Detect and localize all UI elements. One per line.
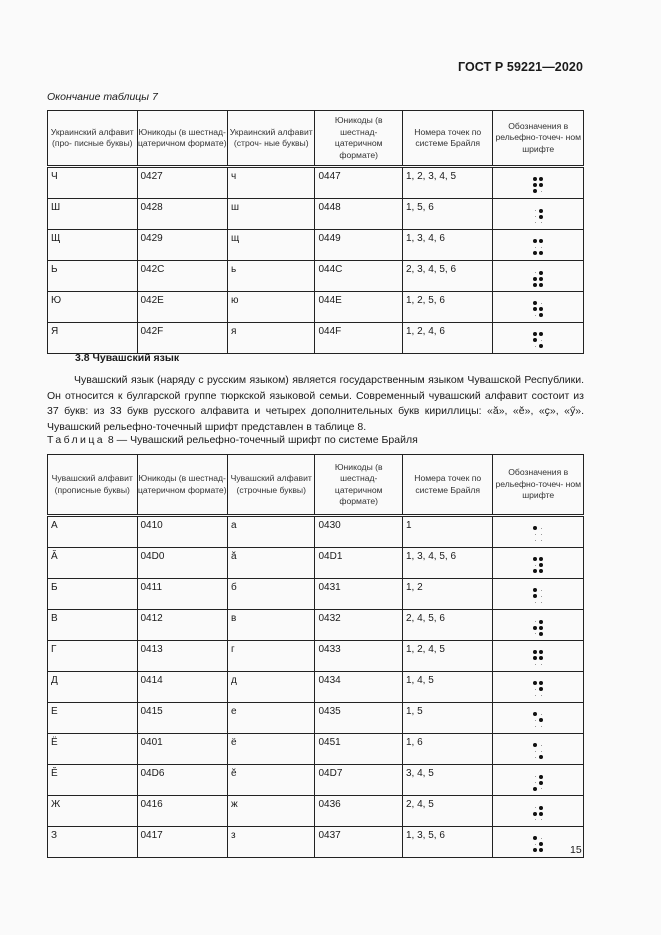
uppercase-unicode: 042C xyxy=(137,261,228,292)
braille-dot-1-icon xyxy=(533,805,538,810)
braille-cell-icon xyxy=(533,332,544,349)
document-standard-number: ГОСТ Р 59221—2020 xyxy=(457,60,583,74)
braille-dot-1-icon xyxy=(533,774,538,779)
uppercase-letter: Ь xyxy=(48,261,138,292)
braille-dot-4-icon xyxy=(539,712,544,717)
table-8-chuvash-braille xyxy=(47,454,584,858)
table-row xyxy=(48,261,584,292)
braille-dot-1-icon xyxy=(533,557,538,562)
braille-symbol xyxy=(493,292,584,323)
braille-symbol xyxy=(493,703,584,734)
braille-dot-1-icon xyxy=(533,332,538,337)
braille-dot-6-icon xyxy=(539,251,544,256)
uppercase-unicode: 0429 xyxy=(137,230,228,261)
braille-cell-icon xyxy=(533,805,544,822)
braille-symbol xyxy=(493,579,584,610)
braille-dot-6-icon xyxy=(539,631,544,636)
braille-cell-icon xyxy=(533,301,544,318)
braille-dot-1-icon xyxy=(533,239,538,244)
braille-dot-3-icon xyxy=(533,600,538,605)
lowercase-letter: г xyxy=(228,641,315,672)
braille-dot-2-icon xyxy=(533,532,538,537)
table-row xyxy=(48,548,584,579)
braille-cell-icon xyxy=(533,208,544,225)
uppercase-unicode: 0417 xyxy=(137,827,228,858)
table-row xyxy=(48,827,584,858)
lowercase-unicode: 0432 xyxy=(315,610,402,641)
uppercase-unicode: 0416 xyxy=(137,796,228,827)
braille-symbol xyxy=(493,796,584,827)
braille-dot-5-icon xyxy=(539,214,544,219)
lowercase-letter: а xyxy=(228,516,315,548)
lowercase-unicode: 0430 xyxy=(315,516,402,548)
braille-dot-6-icon xyxy=(539,313,544,318)
braille-dot-3-icon xyxy=(533,313,538,318)
table-row xyxy=(48,230,584,261)
uppercase-letter: Е xyxy=(48,703,138,734)
braille-dot-6-icon xyxy=(539,282,544,287)
braille-dot-2-icon xyxy=(533,842,538,847)
lowercase-letter: в xyxy=(228,610,315,641)
braille-cell-icon xyxy=(533,681,544,698)
table-header-row xyxy=(48,455,584,516)
table-row xyxy=(48,796,584,827)
uppercase-letter: Г xyxy=(48,641,138,672)
braille-cell-icon xyxy=(533,177,544,194)
uppercase-unicode: 0401 xyxy=(137,734,228,765)
uppercase-letter: Щ xyxy=(48,230,138,261)
braille-dot-4-icon xyxy=(539,526,544,531)
braille-dot-2-icon xyxy=(533,749,538,754)
braille-dot-5-icon xyxy=(539,338,544,343)
uppercase-unicode: 0412 xyxy=(137,610,228,641)
braille-dot-6-icon xyxy=(539,662,544,667)
column-header-lowercase-unicode: Юникоды (в шестнад- цатеричном формате) xyxy=(315,455,402,516)
lowercase-unicode: 0433 xyxy=(315,641,402,672)
braille-dot-4-icon xyxy=(539,557,544,562)
uppercase-unicode: 04D0 xyxy=(137,548,228,579)
braille-dot-numbers: 1, 5, 6 xyxy=(402,199,493,230)
braille-symbol xyxy=(493,167,584,199)
section-heading: 3.8 Чувашский язык xyxy=(75,352,180,364)
braille-dot-2-icon xyxy=(533,338,538,343)
braille-dot-3-icon xyxy=(533,569,538,574)
braille-cell-icon xyxy=(533,774,544,791)
table-row xyxy=(48,167,584,199)
braille-dot-numbers: 1, 3, 4, 6 xyxy=(402,230,493,261)
column-header-lowercase: Чувашский алфавит (строчные буквы) xyxy=(228,455,315,516)
braille-dot-1-icon xyxy=(533,177,538,182)
braille-dot-3-icon xyxy=(533,848,538,853)
uppercase-letter: Ӗ xyxy=(48,765,138,796)
uppercase-letter: А xyxy=(48,516,138,548)
table-7-ukrainian-braille xyxy=(47,110,584,354)
braille-cell-icon xyxy=(533,526,544,543)
braille-dot-5-icon xyxy=(539,276,544,281)
braille-dot-numbers: 1, 6 xyxy=(402,734,493,765)
braille-dot-numbers: 1, 2, 3, 4, 5 xyxy=(402,167,493,199)
braille-dot-4-icon xyxy=(539,332,544,337)
braille-dot-1-icon xyxy=(533,588,538,593)
braille-dot-3-icon xyxy=(533,251,538,256)
uppercase-unicode: 0411 xyxy=(137,579,228,610)
braille-dot-4-icon xyxy=(539,208,544,213)
uppercase-unicode: 0428 xyxy=(137,199,228,230)
braille-symbol xyxy=(493,323,584,354)
braille-symbol xyxy=(493,261,584,292)
braille-dot-1-icon xyxy=(533,301,538,306)
braille-dot-2-icon xyxy=(533,656,538,661)
lowercase-unicode: 0451 xyxy=(315,734,402,765)
uppercase-letter: Я xyxy=(48,323,138,354)
braille-symbol xyxy=(493,199,584,230)
lowercase-unicode: 0434 xyxy=(315,672,402,703)
braille-dot-3-icon xyxy=(533,662,538,667)
braille-dot-numbers: 1, 2 xyxy=(402,579,493,610)
braille-dot-3-icon xyxy=(533,786,538,791)
braille-dot-4-icon xyxy=(539,650,544,655)
braille-dot-6-icon xyxy=(539,817,544,822)
braille-dot-5-icon xyxy=(539,749,544,754)
braille-dot-3-icon xyxy=(533,220,538,225)
column-header-lowercase: Украинский алфавит (строч- ные буквы) xyxy=(228,111,315,167)
uppercase-letter: Д xyxy=(48,672,138,703)
lowercase-unicode: 0436 xyxy=(315,796,402,827)
braille-dot-2-icon xyxy=(533,276,538,281)
braille-cell-icon xyxy=(533,557,544,574)
braille-dot-5-icon xyxy=(539,307,544,312)
braille-symbol xyxy=(493,734,584,765)
lowercase-unicode: 0448 xyxy=(315,199,402,230)
braille-dot-2-icon xyxy=(533,594,538,599)
table-row xyxy=(48,323,584,354)
braille-dot-2-icon xyxy=(533,811,538,816)
braille-dot-5-icon xyxy=(539,842,544,847)
lowercase-unicode: 044C xyxy=(315,261,402,292)
braille-dot-numbers: 1, 3, 5, 6 xyxy=(402,827,493,858)
table-row xyxy=(48,703,584,734)
braille-dot-6-icon xyxy=(539,189,544,194)
braille-dot-4-icon xyxy=(539,239,544,244)
table-row xyxy=(48,610,584,641)
lowercase-letter: ё xyxy=(228,734,315,765)
braille-dot-4-icon xyxy=(539,805,544,810)
lowercase-letter: д xyxy=(228,672,315,703)
table-row xyxy=(48,292,584,323)
lowercase-unicode: 04D7 xyxy=(315,765,402,796)
braille-dot-3-icon xyxy=(533,693,538,698)
braille-dot-5-icon xyxy=(539,563,544,568)
braille-dot-3-icon xyxy=(533,755,538,760)
braille-dot-5-icon xyxy=(539,245,544,250)
braille-cell-icon xyxy=(533,650,544,667)
braille-dot-2-icon xyxy=(533,183,538,188)
braille-dot-numbers: 1 xyxy=(402,516,493,548)
braille-dot-4-icon xyxy=(539,836,544,841)
table-8-caption xyxy=(47,434,418,446)
braille-dot-5-icon xyxy=(539,687,544,692)
braille-dot-3-icon xyxy=(533,631,538,636)
braille-dot-4-icon xyxy=(539,588,544,593)
braille-dot-numbers: 1, 4, 5 xyxy=(402,672,493,703)
braille-dot-4-icon xyxy=(539,743,544,748)
braille-dot-2-icon xyxy=(533,718,538,723)
uppercase-letter: З xyxy=(48,827,138,858)
braille-dot-5-icon xyxy=(539,594,544,599)
braille-dot-4-icon xyxy=(539,681,544,686)
braille-dot-2-icon xyxy=(533,687,538,692)
lowercase-unicode: 0449 xyxy=(315,230,402,261)
table-7-continuation-caption: Окончание таблицы 7 xyxy=(47,91,158,103)
braille-dot-6-icon xyxy=(539,786,544,791)
braille-cell-icon xyxy=(533,712,544,729)
braille-symbol xyxy=(493,765,584,796)
braille-dot-6-icon xyxy=(539,693,544,698)
lowercase-letter: е xyxy=(228,703,315,734)
uppercase-unicode: 0413 xyxy=(137,641,228,672)
lowercase-unicode: 0437 xyxy=(315,827,402,858)
lowercase-unicode: 044F xyxy=(315,323,402,354)
braille-dot-5-icon xyxy=(539,718,544,723)
uppercase-unicode: 0410 xyxy=(137,516,228,548)
uppercase-unicode: 0427 xyxy=(137,167,228,199)
braille-dot-numbers: 1, 2, 4, 6 xyxy=(402,323,493,354)
braille-symbol xyxy=(493,548,584,579)
braille-dot-numbers: 2, 4, 5, 6 xyxy=(402,610,493,641)
braille-dot-3-icon xyxy=(533,724,538,729)
braille-dot-5-icon xyxy=(539,811,544,816)
braille-dot-numbers: 1, 3, 4, 5, 6 xyxy=(402,548,493,579)
braille-dot-1-icon xyxy=(533,619,538,624)
braille-dot-6-icon xyxy=(539,220,544,225)
braille-dot-2-icon xyxy=(533,563,538,568)
uppercase-letter: Ӑ xyxy=(48,548,138,579)
column-header-lowercase-unicode: Юникоды (в шестнад- цатеричном формате) xyxy=(315,111,402,167)
table-row xyxy=(48,765,584,796)
braille-dot-1-icon xyxy=(533,681,538,686)
braille-dot-numbers: 1, 2, 4, 5 xyxy=(402,641,493,672)
braille-dot-numbers: 1, 5 xyxy=(402,703,493,734)
uppercase-unicode: 0414 xyxy=(137,672,228,703)
braille-dot-6-icon xyxy=(539,848,544,853)
column-header-uppercase: Украинский алфавит (про- писные буквы) xyxy=(48,111,138,167)
uppercase-unicode: 042E xyxy=(137,292,228,323)
braille-dot-1-icon xyxy=(533,836,538,841)
column-header-uppercase-unicode: Юникоды (в шестнад- цатеричном формате) xyxy=(137,111,228,167)
table-header-row xyxy=(48,111,584,167)
lowercase-letter: з xyxy=(228,827,315,858)
lowercase-letter: ь xyxy=(228,261,315,292)
lowercase-letter: ӑ xyxy=(228,548,315,579)
braille-cell-icon xyxy=(533,836,544,853)
lowercase-letter: щ xyxy=(228,230,315,261)
braille-dot-4-icon xyxy=(539,619,544,624)
braille-cell-icon xyxy=(533,588,544,605)
braille-dot-3-icon xyxy=(533,538,538,543)
braille-dot-6-icon xyxy=(539,569,544,574)
column-header-uppercase: Чувашский алфавит (прописные буквы) xyxy=(48,455,138,516)
braille-dot-1-icon xyxy=(533,650,538,655)
braille-dot-6-icon xyxy=(539,538,544,543)
braille-dot-2-icon xyxy=(533,245,538,250)
uppercase-letter: Ж xyxy=(48,796,138,827)
table-row xyxy=(48,199,584,230)
braille-symbol xyxy=(493,610,584,641)
braille-dot-numbers: 1, 2, 5, 6 xyxy=(402,292,493,323)
lowercase-letter: я xyxy=(228,323,315,354)
lowercase-letter: ж xyxy=(228,796,315,827)
braille-dot-4-icon xyxy=(539,177,544,182)
braille-symbol xyxy=(493,641,584,672)
braille-symbol xyxy=(493,672,584,703)
braille-dot-5-icon xyxy=(539,656,544,661)
section-paragraph: Чувашский язык (наряду с русским языком) является государственным языком Чувашской Республики. Он относится к булгарской группе тюркской языковой семьи. Современный чувашский алфавит состоит из 37 букв: из 33 букв русского алфавита и четырех дополнительных букв кириллицы: «ӑ», «ӗ», «ҫ», «ӳ». Чувашский рельефно-точечный шрифт представлен в таблице 8. xyxy=(47,374,584,433)
braille-cell-icon xyxy=(533,270,544,287)
braille-dot-numbers: 2, 3, 4, 5, 6 xyxy=(402,261,493,292)
braille-dot-1-icon xyxy=(533,712,538,717)
lowercase-letter: ӗ xyxy=(228,765,315,796)
lowercase-unicode: 04D1 xyxy=(315,548,402,579)
lowercase-letter: ш xyxy=(228,199,315,230)
braille-dot-5-icon xyxy=(539,780,544,785)
braille-dot-2-icon xyxy=(533,625,538,630)
lowercase-letter: ю xyxy=(228,292,315,323)
uppercase-unicode: 04D6 xyxy=(137,765,228,796)
lowercase-letter: ч xyxy=(228,167,315,199)
lowercase-letter: б xyxy=(228,579,315,610)
braille-dot-3-icon xyxy=(533,189,538,194)
uppercase-letter: Ю xyxy=(48,292,138,323)
braille-dot-4-icon xyxy=(539,270,544,275)
uppercase-letter: Ш xyxy=(48,199,138,230)
braille-dot-1-icon xyxy=(533,270,538,275)
table-row xyxy=(48,516,584,548)
uppercase-unicode: 042F xyxy=(137,323,228,354)
table-row xyxy=(48,579,584,610)
braille-dot-6-icon xyxy=(539,724,544,729)
braille-dot-3-icon xyxy=(533,817,538,822)
lowercase-unicode: 044E xyxy=(315,292,402,323)
braille-dot-3-icon xyxy=(533,344,538,349)
table-row xyxy=(48,734,584,765)
table-caption-label: Таблица xyxy=(47,434,105,446)
braille-cell-icon xyxy=(533,619,544,636)
braille-dot-2-icon xyxy=(533,780,538,785)
uppercase-unicode: 0415 xyxy=(137,703,228,734)
braille-dot-4-icon xyxy=(539,774,544,779)
braille-dot-2-icon xyxy=(533,307,538,312)
uppercase-letter: Б xyxy=(48,579,138,610)
braille-symbol xyxy=(493,516,584,548)
braille-dot-5-icon xyxy=(539,532,544,537)
braille-dot-6-icon xyxy=(539,600,544,605)
lowercase-unicode: 0431 xyxy=(315,579,402,610)
braille-dot-5-icon xyxy=(539,625,544,630)
column-header-braille-dots: Номера точек по системе Брайля xyxy=(402,111,493,167)
column-header-braille-dots: Номера точек по системе Брайля xyxy=(402,455,493,516)
braille-dot-6-icon xyxy=(539,344,544,349)
column-header-braille-symbol: Обозначения в рельефно-точеч- ном шрифте xyxy=(493,455,584,516)
table-row xyxy=(48,641,584,672)
uppercase-letter: Ё xyxy=(48,734,138,765)
braille-dot-1-icon xyxy=(533,208,538,213)
braille-cell-icon xyxy=(533,743,544,760)
braille-dot-numbers: 3, 4, 5 xyxy=(402,765,493,796)
braille-dot-1-icon xyxy=(533,743,538,748)
braille-dot-5-icon xyxy=(539,183,544,188)
braille-symbol xyxy=(493,230,584,261)
uppercase-letter: В xyxy=(48,610,138,641)
uppercase-letter: Ч xyxy=(48,167,138,199)
braille-dot-4-icon xyxy=(539,301,544,306)
lowercase-unicode: 0447 xyxy=(315,167,402,199)
table-caption-title: 8 — Чувашский рельефно-точечный шрифт по системе Брайля xyxy=(104,434,418,446)
lowercase-unicode: 0435 xyxy=(315,703,402,734)
column-header-braille-symbol: Обозначения в рельефно-точеч- ном шрифте xyxy=(493,111,584,167)
table-row xyxy=(48,672,584,703)
braille-dot-6-icon xyxy=(539,755,544,760)
braille-dot-numbers: 2, 4, 5 xyxy=(402,796,493,827)
braille-cell-icon xyxy=(533,239,544,256)
braille-dot-1-icon xyxy=(533,526,538,531)
braille-dot-2-icon xyxy=(533,214,538,219)
page-number: 15 xyxy=(570,844,582,856)
column-header-uppercase-unicode: Юникоды (в шестнад- цатеричном формате) xyxy=(137,455,228,516)
braille-dot-3-icon xyxy=(533,282,538,287)
